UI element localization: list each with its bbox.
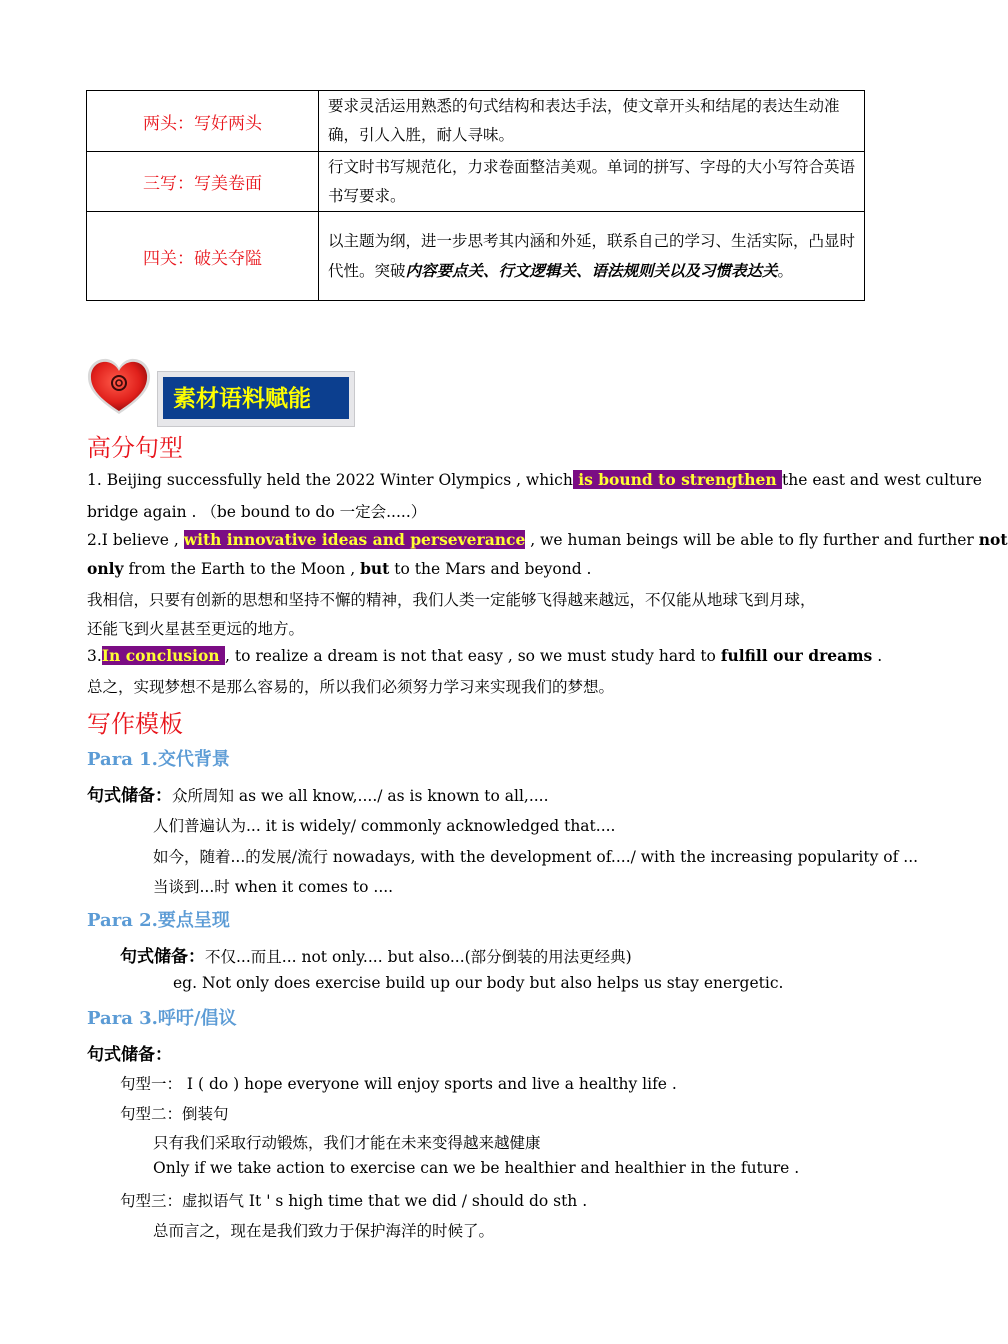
section-banner (157, 371, 355, 427)
sentence-2-line-1 (87, 530, 1008, 549)
para-2-line-1 (120, 942, 632, 967)
text: 2.I believe , (87, 531, 184, 549)
para-3-line-2: 句型二：倒装句 (120, 1105, 229, 1123)
text: . (872, 647, 883, 665)
para-1-line-4: 当谈到...时 when it comes to .... (153, 878, 394, 896)
rule-description (319, 212, 865, 301)
para-3-line-1: 句型一： I ( do ) hope everyone will enjoy sports and live a healthy life . (120, 1075, 677, 1093)
para-3-store-label (87, 1040, 172, 1065)
text: from the Earth to the Moon , (123, 560, 361, 578)
text: to the Mars and beyond . (389, 560, 592, 578)
para-2-title: Para 2.要点呈现 (87, 910, 230, 931)
bold-text: not (978, 530, 1008, 549)
store-label: 句式储备： (87, 1045, 172, 1065)
section-banner-title: 素材语料赋能 (162, 376, 350, 420)
para-1-line-3: 如今，随着...的发展/流行 nowadays, with the development of..../ with the increasing popularity of ... (153, 848, 919, 866)
text: 1. Beijing successfully held the 2022 Winter Olympics , which (87, 471, 573, 489)
sentence-3 (87, 646, 882, 665)
rule-label: 四关：破关夺隘 (87, 212, 319, 301)
bold-text: but (360, 559, 390, 578)
heading-writing-template: 写作模板 (87, 710, 183, 738)
text: 不仅...而且... not only.... but also...(部分倒装的用法更经典) (205, 948, 632, 966)
highlight: with innovative ideas and perseverance (183, 530, 526, 549)
bold-text: fulfill our dreams (720, 646, 873, 665)
rule-label: 两头：写好两头 (87, 91, 319, 152)
sentence-2-line-2 (87, 559, 592, 578)
para-3-line-5: 句型三：虚拟语气 It ' s high time that we did / should do sth . (120, 1192, 588, 1210)
para-1-title: Para 1.交代背景 (87, 749, 230, 770)
rule-label: 三写：写美卷面 (87, 152, 319, 212)
text: the east and west culture (782, 471, 982, 489)
para-3-line-4: Only if we take action to exercise can we be healthier and healthier in the future . (153, 1159, 800, 1177)
writing-rules-table (86, 90, 865, 301)
text: 众所周知 as we all know,..../ as is known to all,.... (172, 787, 549, 805)
rule-text: 行文时书写规范化，力求卷面整洁美观。单词的拼写、字母的大小写符合英语书写要求。 (328, 157, 856, 205)
sentence-1-line-1 (87, 470, 982, 489)
rule-text-emphasis: 内容要点关、行文逻辑关、语法规则关以及习惯表达关 (405, 260, 778, 280)
para-1-line-2: 人们普遍认为... it is widely/ commonly acknowledged that.... (153, 817, 616, 835)
sentence-3-translation: 总之，实现梦想不是那么容易的，所以我们必须努力学习来实现我们的梦想。 (87, 678, 615, 696)
sentence-2-translation-1: 我相信，只要有创新的思想和坚持不懈的精神，我们人类一定能够飞得越来越远，不仅能从地球飞到月球， (87, 591, 816, 609)
para-1-line-1 (87, 781, 549, 806)
table-row (87, 91, 865, 152)
bold-text: only (87, 559, 124, 578)
para-2-line-2: eg. Not only does exercise build up our body but also helps us stay energetic. (173, 974, 784, 992)
para-3-line-6: 总而言之，现在是我们致力于保护海洋的时候了。 (153, 1222, 495, 1240)
text: , we human beings will be able to fly further and further (525, 531, 979, 549)
rule-text: 以主题为纲，进一步思考其内涵和外延，联系自己的学习、生活实际，凸显时代性。突破 (328, 231, 856, 280)
rule-text: 要求灵活运用熟悉的句式结构和表达手法，使文章开头和结尾的表达生动准确，引人入胜，耐人寻味。 (328, 97, 840, 144)
sentence-1-line-2: bridge again . （be bound to do 一定会.....） (87, 503, 427, 521)
rule-description (319, 152, 865, 212)
rule-text: 。 (777, 261, 794, 280)
heading-sentence-patterns: 高分句型 (87, 434, 183, 462)
highlight: is bound to strengthen (572, 470, 783, 489)
rule-description (319, 91, 865, 152)
table-row (87, 212, 865, 301)
sentence-2-translation-2: 还能飞到火星甚至更远的地方。 (87, 620, 305, 638)
para-3-line-3: 只有我们采取行动锻炼，我们才能在未来变得越来越健康 (153, 1134, 541, 1152)
highlight: In conclusion (101, 646, 225, 665)
text: 3. (87, 647, 102, 665)
store-label: 句式储备： (120, 947, 205, 967)
store-label: 句式储备： (87, 786, 172, 806)
heart-icon (84, 356, 154, 418)
text: , to realize a dream is not that easy , so we must study hard to (224, 647, 721, 665)
para-3-title: Para 3.呼吁/倡议 (87, 1008, 237, 1029)
table-row (87, 152, 865, 212)
